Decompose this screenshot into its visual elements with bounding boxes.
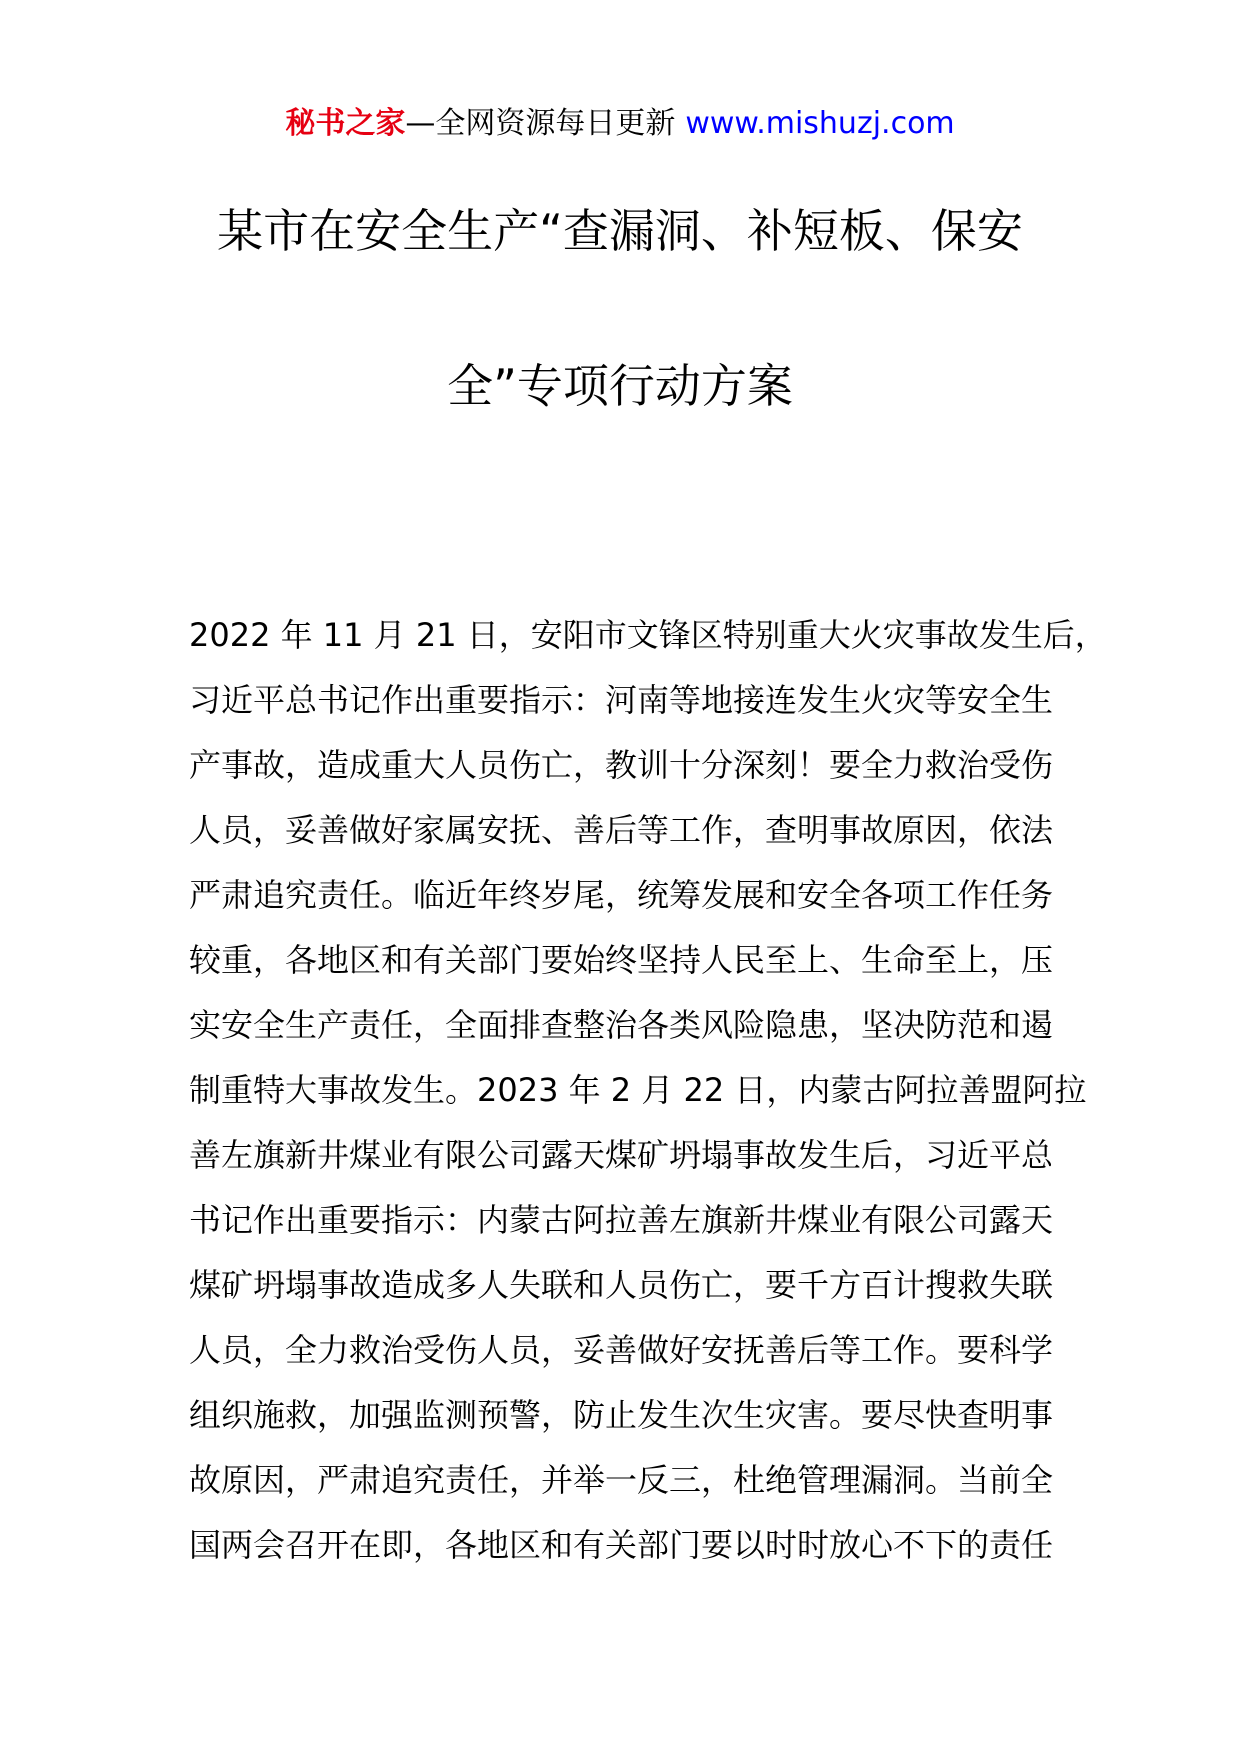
body-line: 制重特大事故发生。2023 年 2 月 22 日，内蒙古阿拉善盟阿拉 — [189, 1071, 1087, 1109]
body-line: 煤矿坍塌事故造成多人失联和人员伤亡，要千方百计搜救失联 — [189, 1266, 1054, 1304]
document-body — [189, 603, 1149, 1578]
document-title-line-1: 某市在安全生产“查漏洞、补短板、保安 — [217, 204, 1023, 258]
body-line: 实安全生产责任，全面排查整治各类风险隐患，坚决防范和遏 — [189, 1006, 1054, 1044]
site-header — [0, 104, 1240, 144]
body-line: 故原因，严肃追究责任，并举一反三，杜绝管理漏洞。当前全 — [189, 1461, 1054, 1499]
document-title-line-2: 全”专项行动方案 — [447, 359, 793, 413]
body-line: 人员，妥善做好家属安抚、善后等工作，查明事故原因，依法 — [189, 811, 1054, 849]
body-line: 严肃追究责任。临近年终岁尾，统筹发展和安全各项工作任务 — [189, 876, 1054, 914]
site-url-link[interactable]: www.mishuzj.com — [685, 106, 955, 141]
site-tagline: —全网资源每日更新 — [405, 106, 676, 141]
body-line: 国两会召开在即，各地区和有关部门要以时时放心不下的责任 — [189, 1526, 1054, 1564]
body-line: 2022 年 11 月 21 日，安阳市文锋区特别重大火灾事故发生后， — [189, 616, 1107, 654]
body-line: 善左旗新井煤业有限公司露天煤矿坍塌事故发生后，习近平总 — [189, 1136, 1054, 1174]
body-line: 产事故，造成重大人员伤亡，教训十分深刻！要全力救治受伤 — [189, 746, 1054, 784]
body-line: 人员，全力救治受伤人员，妥善做好安抚善后等工作。要科学 — [189, 1331, 1054, 1369]
body-line: 较重，各地区和有关部门要始终坚持人民至上、生命至上，压 — [189, 941, 1054, 979]
body-line: 习近平总书记作出重要指示：河南等地接连发生火灾等安全生 — [189, 681, 1054, 719]
site-brand: 秘书之家 — [285, 106, 406, 141]
body-line: 书记作出重要指示：内蒙古阿拉善左旗新井煤业有限公司露天 — [189, 1201, 1054, 1239]
body-line: 组织施救，加强监测预警，防止发生次生灾害。要尽快查明事 — [189, 1396, 1054, 1434]
